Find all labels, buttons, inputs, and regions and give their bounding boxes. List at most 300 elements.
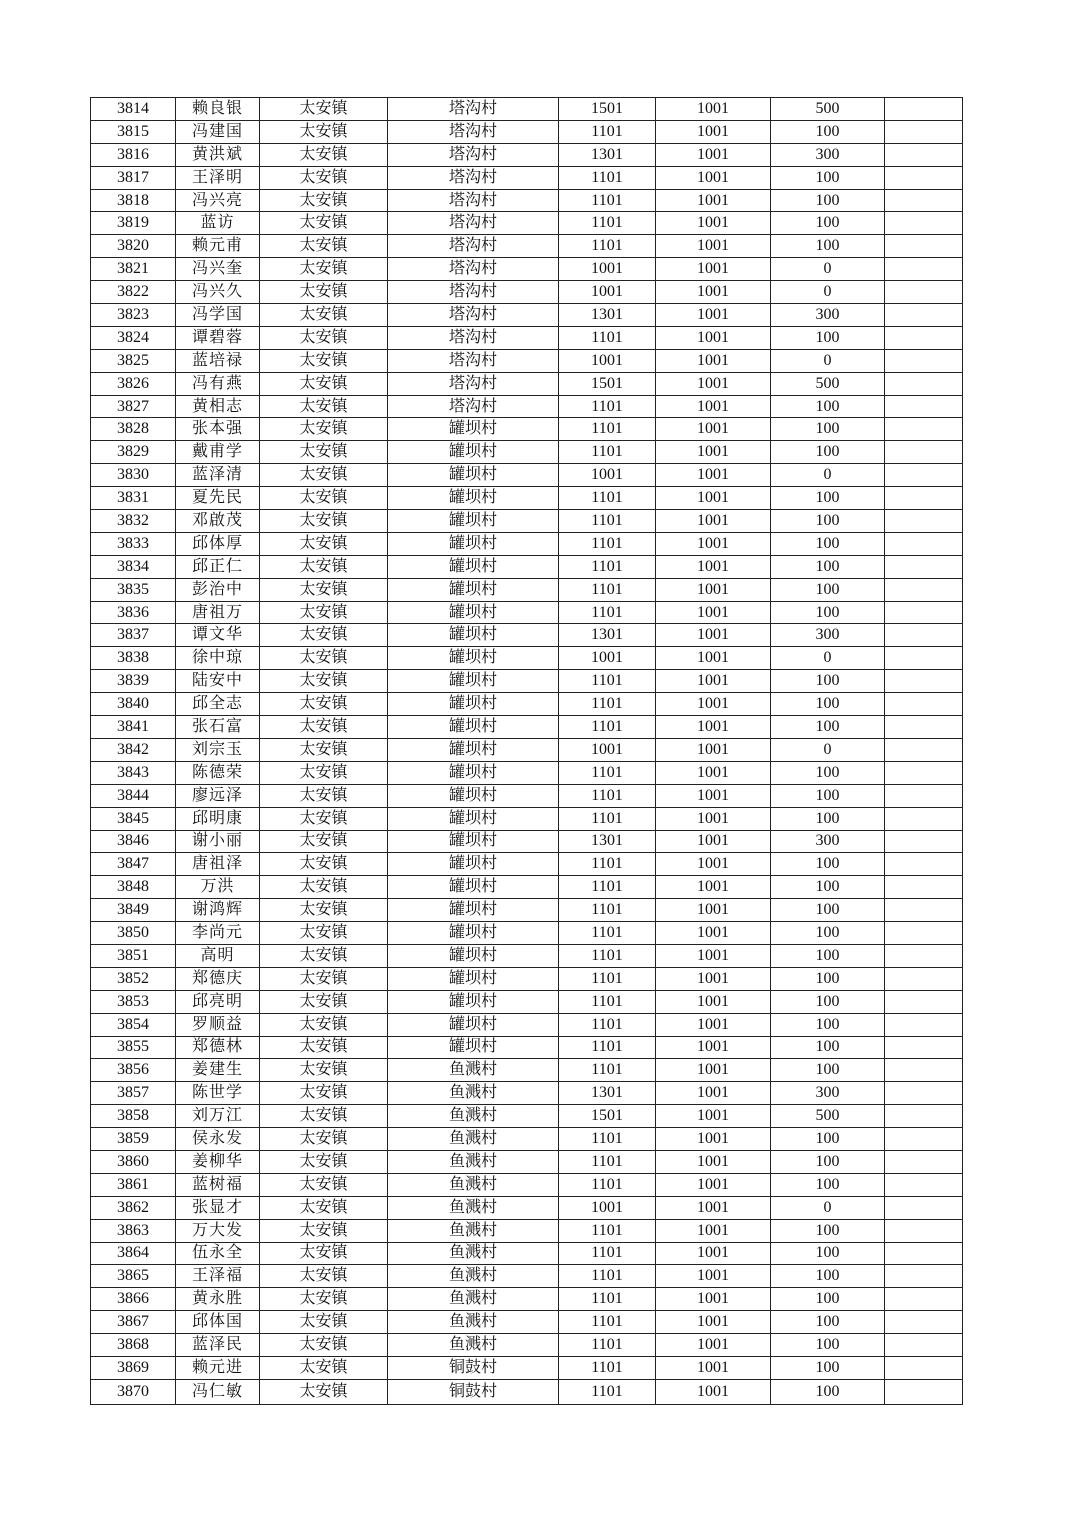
table-row: [91, 967, 963, 990]
town-cell: 太安镇: [260, 441, 388, 464]
amount-cell: 100: [771, 761, 885, 784]
town-cell: 太安镇: [260, 693, 388, 716]
village-cell: 塔沟村: [388, 120, 559, 143]
town-cell: 太安镇: [260, 1082, 388, 1105]
town-cell: 太安镇: [260, 624, 388, 647]
remark-cell: [885, 761, 963, 784]
town-cell: 太安镇: [260, 1059, 388, 1082]
table-row: [91, 281, 963, 304]
table-row: [91, 990, 963, 1013]
village-cell: 罐坝村: [388, 876, 559, 899]
serial-number-cell: 3829: [91, 441, 176, 464]
remark-cell: [885, 624, 963, 647]
code-a-cell: 1101: [559, 1013, 656, 1036]
village-cell: 鱼溅村: [388, 1082, 559, 1105]
remark-cell: [885, 807, 963, 830]
code-a-cell: 1101: [559, 1173, 656, 1196]
serial-number-cell: 3836: [91, 601, 176, 624]
remark-cell: [885, 326, 963, 349]
remark-cell: [885, 1288, 963, 1311]
remark-cell: [885, 990, 963, 1013]
name-cell: 戴甫学: [176, 441, 260, 464]
table-row: [91, 807, 963, 830]
remark-cell: [885, 1311, 963, 1334]
code-b-cell: 1001: [656, 578, 771, 601]
remark-cell: [885, 1059, 963, 1082]
name-cell: 赖良银: [176, 98, 260, 121]
village-cell: 罐坝村: [388, 830, 559, 853]
code-a-cell: 1301: [559, 304, 656, 327]
name-cell: 谢鸿辉: [176, 899, 260, 922]
serial-number-cell: 3853: [91, 990, 176, 1013]
village-cell: 罐坝村: [388, 624, 559, 647]
serial-number-cell: 3863: [91, 1219, 176, 1242]
table-row: [91, 761, 963, 784]
village-cell: 罐坝村: [388, 487, 559, 510]
code-b-cell: 1001: [656, 464, 771, 487]
remark-cell: [885, 532, 963, 555]
code-b-cell: 1001: [656, 670, 771, 693]
code-b-cell: 1001: [656, 1036, 771, 1059]
remark-cell: [885, 120, 963, 143]
amount-cell: 300: [771, 143, 885, 166]
table-body: [91, 98, 963, 1405]
name-cell: 邱正仁: [176, 555, 260, 578]
amount-cell: 100: [771, 212, 885, 235]
amount-cell: 0: [771, 258, 885, 281]
serial-number-cell: 3855: [91, 1036, 176, 1059]
village-cell: 铜鼓村: [388, 1356, 559, 1379]
table-row: [91, 716, 963, 739]
table-row: [91, 578, 963, 601]
code-a-cell: 1501: [559, 1105, 656, 1128]
code-a-cell: 1101: [559, 1219, 656, 1242]
town-cell: 太安镇: [260, 555, 388, 578]
code-a-cell: 1101: [559, 487, 656, 510]
amount-cell: 100: [771, 120, 885, 143]
amount-cell: 0: [771, 281, 885, 304]
table-row: [91, 876, 963, 899]
serial-number-cell: 3867: [91, 1311, 176, 1334]
town-cell: 太安镇: [260, 281, 388, 304]
town-cell: 太安镇: [260, 1196, 388, 1219]
town-cell: 太安镇: [260, 1356, 388, 1379]
table-row: [91, 510, 963, 533]
code-b-cell: 1001: [656, 738, 771, 761]
code-b-cell: 1001: [656, 281, 771, 304]
remark-cell: [885, 1196, 963, 1219]
village-cell: 鱼溅村: [388, 1059, 559, 1082]
amount-cell: 100: [771, 1173, 885, 1196]
table-row: [91, 349, 963, 372]
code-b-cell: 1001: [656, 395, 771, 418]
serial-number-cell: 3834: [91, 555, 176, 578]
serial-number-cell: 3844: [91, 784, 176, 807]
code-b-cell: 1001: [656, 944, 771, 967]
serial-number-cell: 3831: [91, 487, 176, 510]
village-cell: 罐坝村: [388, 761, 559, 784]
remark-cell: [885, 670, 963, 693]
serial-number-cell: 3828: [91, 418, 176, 441]
remark-cell: [885, 1036, 963, 1059]
town-cell: 太安镇: [260, 304, 388, 327]
name-cell: 李尚元: [176, 922, 260, 945]
code-b-cell: 1001: [656, 212, 771, 235]
code-b-cell: 1001: [656, 876, 771, 899]
code-b-cell: 1001: [656, 853, 771, 876]
name-cell: 冯有燕: [176, 372, 260, 395]
remark-cell: [885, 876, 963, 899]
code-a-cell: 1301: [559, 143, 656, 166]
remark-cell: [885, 1219, 963, 1242]
table-row: [91, 944, 963, 967]
table-row: [91, 922, 963, 945]
remark-cell: [885, 1242, 963, 1265]
name-cell: 冯兴久: [176, 281, 260, 304]
remark-cell: [885, 166, 963, 189]
name-cell: 彭治中: [176, 578, 260, 601]
serial-number-cell: 3841: [91, 716, 176, 739]
village-cell: 罐坝村: [388, 738, 559, 761]
serial-number-cell: 3830: [91, 464, 176, 487]
name-cell: 姜柳华: [176, 1150, 260, 1173]
table-row: [91, 326, 963, 349]
village-cell: 罐坝村: [388, 1036, 559, 1059]
code-b-cell: 1001: [656, 693, 771, 716]
town-cell: 太安镇: [260, 212, 388, 235]
village-cell: 罐坝村: [388, 899, 559, 922]
amount-cell: 100: [771, 235, 885, 258]
name-cell: 陈世学: [176, 1082, 260, 1105]
village-cell: 铜鼓村: [388, 1379, 559, 1404]
serial-number-cell: 3818: [91, 189, 176, 212]
town-cell: 太安镇: [260, 967, 388, 990]
code-b-cell: 1001: [656, 1242, 771, 1265]
code-b-cell: 1001: [656, 716, 771, 739]
amount-cell: 100: [771, 670, 885, 693]
village-cell: 鱼溅村: [388, 1150, 559, 1173]
name-cell: 冯兴亮: [176, 189, 260, 212]
code-b-cell: 1001: [656, 761, 771, 784]
table-row: [91, 830, 963, 853]
name-cell: 蓝培禄: [176, 349, 260, 372]
remark-cell: [885, 967, 963, 990]
code-a-cell: 1101: [559, 189, 656, 212]
table-row: [91, 601, 963, 624]
code-a-cell: 1101: [559, 1311, 656, 1334]
village-cell: 罐坝村: [388, 464, 559, 487]
table-row: [91, 693, 963, 716]
code-a-cell: 1301: [559, 1082, 656, 1105]
name-cell: 伍永全: [176, 1242, 260, 1265]
table-row: [91, 464, 963, 487]
town-cell: 太安镇: [260, 830, 388, 853]
village-cell: 鱼溅村: [388, 1242, 559, 1265]
town-cell: 太安镇: [260, 464, 388, 487]
code-b-cell: 1001: [656, 624, 771, 647]
village-cell: 罐坝村: [388, 853, 559, 876]
code-a-cell: 1101: [559, 1128, 656, 1151]
code-b-cell: 1001: [656, 830, 771, 853]
amount-cell: 100: [771, 1036, 885, 1059]
code-a-cell: 1101: [559, 1036, 656, 1059]
code-a-cell: 1101: [559, 922, 656, 945]
amount-cell: 100: [771, 1379, 885, 1404]
amount-cell: 0: [771, 1196, 885, 1219]
code-a-cell: 1501: [559, 372, 656, 395]
remark-cell: [885, 1013, 963, 1036]
serial-number-cell: 3817: [91, 166, 176, 189]
village-cell: 塔沟村: [388, 349, 559, 372]
remark-cell: [885, 1265, 963, 1288]
amount-cell: 100: [771, 1128, 885, 1151]
name-cell: 刘宗玉: [176, 738, 260, 761]
code-a-cell: 1101: [559, 120, 656, 143]
serial-number-cell: 3815: [91, 120, 176, 143]
code-b-cell: 1001: [656, 143, 771, 166]
code-b-cell: 1001: [656, 1082, 771, 1105]
serial-number-cell: 3840: [91, 693, 176, 716]
remark-cell: [885, 258, 963, 281]
table-row: [91, 624, 963, 647]
code-a-cell: 1301: [559, 624, 656, 647]
amount-cell: 300: [771, 830, 885, 853]
code-a-cell: 1101: [559, 853, 656, 876]
code-a-cell: 1101: [559, 395, 656, 418]
name-cell: 王泽福: [176, 1265, 260, 1288]
town-cell: 太安镇: [260, 990, 388, 1013]
serial-number-cell: 3832: [91, 510, 176, 533]
town-cell: 太安镇: [260, 1242, 388, 1265]
amount-cell: 500: [771, 1105, 885, 1128]
remark-cell: [885, 98, 963, 121]
village-cell: 罐坝村: [388, 1013, 559, 1036]
town-cell: 太安镇: [260, 1288, 388, 1311]
amount-cell: 500: [771, 372, 885, 395]
name-cell: 蓝泽清: [176, 464, 260, 487]
data-table: [90, 97, 963, 1405]
code-b-cell: 1001: [656, 1265, 771, 1288]
code-b-cell: 1001: [656, 441, 771, 464]
table-row: [91, 1356, 963, 1379]
village-cell: 罐坝村: [388, 807, 559, 830]
code-b-cell: 1001: [656, 1311, 771, 1334]
amount-cell: 100: [771, 601, 885, 624]
village-cell: 鱼溅村: [388, 1105, 559, 1128]
town-cell: 太安镇: [260, 418, 388, 441]
serial-number-cell: 3826: [91, 372, 176, 395]
code-a-cell: 1101: [559, 990, 656, 1013]
name-cell: 唐祖泽: [176, 853, 260, 876]
code-a-cell: 1101: [559, 761, 656, 784]
amount-cell: 100: [771, 1356, 885, 1379]
amount-cell: 100: [771, 944, 885, 967]
serial-number-cell: 3849: [91, 899, 176, 922]
serial-number-cell: 3846: [91, 830, 176, 853]
name-cell: 赖元进: [176, 1356, 260, 1379]
town-cell: 太安镇: [260, 487, 388, 510]
remark-cell: [885, 235, 963, 258]
code-b-cell: 1001: [656, 990, 771, 1013]
name-cell: 夏先民: [176, 487, 260, 510]
code-b-cell: 1001: [656, 326, 771, 349]
table-row: [91, 1128, 963, 1151]
village-cell: 塔沟村: [388, 98, 559, 121]
name-cell: 郑德林: [176, 1036, 260, 1059]
town-cell: 太安镇: [260, 1311, 388, 1334]
remark-cell: [885, 212, 963, 235]
code-a-cell: 1101: [559, 212, 656, 235]
code-a-cell: 1001: [559, 647, 656, 670]
serial-number-cell: 3825: [91, 349, 176, 372]
table-row: [91, 143, 963, 166]
village-cell: 罐坝村: [388, 967, 559, 990]
remark-cell: [885, 716, 963, 739]
town-cell: 太安镇: [260, 395, 388, 418]
town-cell: 太安镇: [260, 120, 388, 143]
amount-cell: 0: [771, 349, 885, 372]
table-row: [91, 1036, 963, 1059]
serial-number-cell: 3821: [91, 258, 176, 281]
amount-cell: 100: [771, 693, 885, 716]
serial-number-cell: 3865: [91, 1265, 176, 1288]
code-b-cell: 1001: [656, 601, 771, 624]
amount-cell: 100: [771, 326, 885, 349]
village-cell: 罐坝村: [388, 647, 559, 670]
code-b-cell: 1001: [656, 1288, 771, 1311]
name-cell: 黄相志: [176, 395, 260, 418]
village-cell: 鱼溅村: [388, 1196, 559, 1219]
code-a-cell: 1501: [559, 98, 656, 121]
remark-cell: [885, 1379, 963, 1404]
table-row: [91, 1219, 963, 1242]
table-row: [91, 395, 963, 418]
table-row: [91, 120, 963, 143]
remark-cell: [885, 693, 963, 716]
town-cell: 太安镇: [260, 761, 388, 784]
code-b-cell: 1001: [656, 1356, 771, 1379]
remark-cell: [885, 578, 963, 601]
town-cell: 太安镇: [260, 784, 388, 807]
serial-number-cell: 3870: [91, 1379, 176, 1404]
remark-cell: [885, 1356, 963, 1379]
serial-number-cell: 3862: [91, 1196, 176, 1219]
village-cell: 罐坝村: [388, 784, 559, 807]
table-row: [91, 1265, 963, 1288]
remark-cell: [885, 899, 963, 922]
village-cell: 罐坝村: [388, 716, 559, 739]
amount-cell: 100: [771, 967, 885, 990]
code-b-cell: 1001: [656, 1334, 771, 1357]
town-cell: 太安镇: [260, 532, 388, 555]
amount-cell: 100: [771, 1334, 885, 1357]
code-a-cell: 1101: [559, 1288, 656, 1311]
town-cell: 太安镇: [260, 1128, 388, 1151]
name-cell: 万大发: [176, 1219, 260, 1242]
town-cell: 太安镇: [260, 326, 388, 349]
remark-cell: [885, 1173, 963, 1196]
serial-number-cell: 3822: [91, 281, 176, 304]
name-cell: 黄永胜: [176, 1288, 260, 1311]
code-b-cell: 1001: [656, 922, 771, 945]
code-b-cell: 1001: [656, 532, 771, 555]
code-b-cell: 1001: [656, 967, 771, 990]
serial-number-cell: 3856: [91, 1059, 176, 1082]
code-a-cell: 1101: [559, 418, 656, 441]
amount-cell: 100: [771, 166, 885, 189]
code-a-cell: 1301: [559, 830, 656, 853]
town-cell: 太安镇: [260, 853, 388, 876]
amount-cell: 100: [771, 1265, 885, 1288]
amount-cell: 100: [771, 395, 885, 418]
remark-cell: [885, 1105, 963, 1128]
code-b-cell: 1001: [656, 555, 771, 578]
name-cell: 徐中琼: [176, 647, 260, 670]
serial-number-cell: 3850: [91, 922, 176, 945]
code-a-cell: 1101: [559, 235, 656, 258]
name-cell: 冯仁敏: [176, 1379, 260, 1404]
town-cell: 太安镇: [260, 1036, 388, 1059]
table-row: [91, 670, 963, 693]
village-cell: 塔沟村: [388, 143, 559, 166]
table-row: [91, 372, 963, 395]
code-a-cell: 1101: [559, 716, 656, 739]
code-a-cell: 1101: [559, 532, 656, 555]
amount-cell: 100: [771, 716, 885, 739]
amount-cell: 100: [771, 1013, 885, 1036]
name-cell: 赖元甫: [176, 235, 260, 258]
village-cell: 罐坝村: [388, 990, 559, 1013]
code-a-cell: 1001: [559, 464, 656, 487]
village-cell: 罐坝村: [388, 922, 559, 945]
remark-cell: [885, 1334, 963, 1357]
name-cell: 姜建生: [176, 1059, 260, 1082]
remark-cell: [885, 395, 963, 418]
code-b-cell: 1001: [656, 510, 771, 533]
town-cell: 太安镇: [260, 647, 388, 670]
table-row: [91, 258, 963, 281]
table-row: [91, 1311, 963, 1334]
table-row: [91, 304, 963, 327]
table-row: [91, 189, 963, 212]
code-a-cell: 1101: [559, 1150, 656, 1173]
serial-number-cell: 3835: [91, 578, 176, 601]
code-a-cell: 1101: [559, 899, 656, 922]
name-cell: 冯兴奎: [176, 258, 260, 281]
table-row: [91, 166, 963, 189]
code-b-cell: 1001: [656, 784, 771, 807]
name-cell: 罗顺益: [176, 1013, 260, 1036]
remark-cell: [885, 830, 963, 853]
serial-number-cell: 3857: [91, 1082, 176, 1105]
name-cell: 张石富: [176, 716, 260, 739]
amount-cell: 100: [771, 1311, 885, 1334]
town-cell: 太安镇: [260, 738, 388, 761]
amount-cell: 0: [771, 464, 885, 487]
remark-cell: [885, 555, 963, 578]
town-cell: 太安镇: [260, 166, 388, 189]
remark-cell: [885, 349, 963, 372]
table-row: [91, 899, 963, 922]
table-row: [91, 738, 963, 761]
amount-cell: 100: [771, 807, 885, 830]
code-b-cell: 1001: [656, 189, 771, 212]
amount-cell: 0: [771, 738, 885, 761]
table-row: [91, 487, 963, 510]
table-row: [91, 235, 963, 258]
serial-number-cell: 3838: [91, 647, 176, 670]
table-row: [91, 853, 963, 876]
